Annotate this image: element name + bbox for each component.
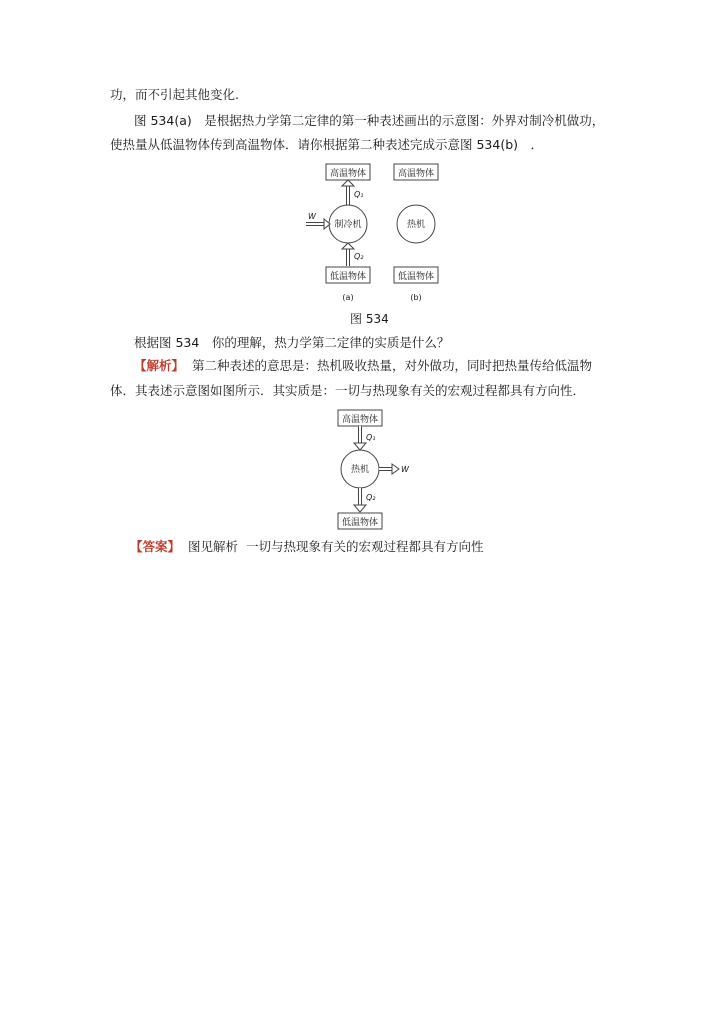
text-line-2: 图 534(a) 是根据热力学第二定律的第一种表述画出的示意图：外界对制冷机做功， bbox=[134, 113, 605, 128]
svg-text:低温物体: 低温物体 bbox=[341, 518, 379, 528]
answer-text-1: 图见解析 bbox=[188, 539, 239, 554]
label-a: (a) bbox=[342, 293, 354, 302]
cold-body-a bbox=[326, 267, 370, 283]
question-line: 根据图 534 你的理解，热力学第二定律的实质是什么？ bbox=[134, 335, 450, 350]
analysis-line-1 bbox=[134, 357, 592, 375]
cold-body-b bbox=[394, 267, 438, 283]
answer-line bbox=[130, 538, 484, 556]
svg-text:低温物体: 低温物体 bbox=[397, 272, 435, 282]
answer-tag: 【答案】 bbox=[130, 539, 181, 554]
hot-body-b bbox=[394, 164, 438, 180]
answer-text-2: 一切与热现象有关的宏观过程都具有方向性 bbox=[246, 539, 484, 554]
text-line-1: 功，而不引起其他变化. bbox=[110, 87, 239, 102]
heat-engine-label-b: 热机 bbox=[406, 220, 426, 230]
analysis-tag: 【解析】 bbox=[134, 358, 185, 373]
refrigerator-label: 制冷机 bbox=[334, 220, 362, 230]
hot-body-2 bbox=[338, 410, 382, 426]
label-w-a: W bbox=[308, 212, 316, 221]
analysis-text-1: 第二种表述的意思是：热机吸收热量，对外做功，同时把热量传给低温物 bbox=[192, 358, 593, 373]
label-w-2: W bbox=[401, 465, 409, 474]
figure-caption: 图 534 bbox=[350, 312, 389, 326]
heat-engine-label-2: 热机 bbox=[350, 465, 370, 475]
label-q1-2: Q₁ bbox=[366, 433, 376, 442]
label-q2-a: Q₂ bbox=[354, 252, 364, 261]
svg-text:高温物体: 高温物体 bbox=[329, 169, 367, 179]
cold-body-2 bbox=[338, 513, 382, 529]
svg-text:低温物体: 低温物体 bbox=[329, 272, 367, 282]
analysis-line-2: 体．其表述示意图如图所示．其实质是：一切与热现象有关的宏观过程都具有方向性． bbox=[110, 383, 586, 398]
figure-heat-engine bbox=[330, 406, 420, 532]
text-line-3: 使热量从低温物体传到高温物体．请你根据第二种表述完成示意图 534(b) ． bbox=[110, 137, 544, 152]
label-q1-a: Q₁ bbox=[354, 190, 364, 199]
hot-body-a bbox=[326, 164, 370, 180]
figure-534 bbox=[300, 160, 450, 310]
label-b: (b) bbox=[410, 293, 422, 302]
label-q2-2: Q₂ bbox=[366, 493, 376, 502]
svg-text:高温物体: 高温物体 bbox=[341, 415, 379, 425]
svg-text:高温物体: 高温物体 bbox=[397, 169, 435, 179]
